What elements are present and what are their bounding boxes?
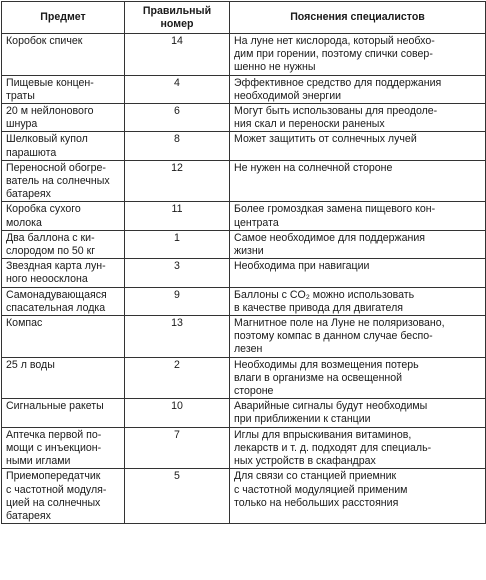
note-line: шенно не нужны (234, 61, 316, 74)
rank-cell (125, 132, 230, 160)
table-row (2, 202, 486, 230)
item-name-line: Самонадувающаяся (6, 288, 107, 301)
item-name-line: слородом по 50 кг (6, 245, 96, 258)
item-name-line: спасательная лодка (6, 301, 106, 314)
table-row (2, 259, 486, 287)
rank-cell (125, 427, 230, 469)
rank-cell (125, 259, 230, 287)
note-cell (230, 230, 486, 258)
note-line: лекарств и т. д. подходят для специаль- (234, 441, 432, 454)
note-line: Необходимы для возмещения потерь (234, 358, 419, 371)
table-body (2, 34, 486, 524)
note-cell (230, 259, 486, 287)
note-line: влаги в организме на освещенной (234, 371, 403, 384)
rank-cell (125, 104, 230, 132)
item-cell (2, 230, 125, 258)
note-line: Не нужен на солнечной стороне (234, 161, 393, 174)
note-cell (230, 357, 486, 399)
note-line: поэтому компас в данном случае беспо- (234, 330, 433, 343)
rank-value: 1 (174, 231, 180, 244)
table-row (2, 75, 486, 103)
note-cell (230, 132, 486, 160)
note-line: ных устройств в скафандрах (234, 455, 376, 468)
rank-cell (125, 160, 230, 202)
item-name-line: батареях (6, 509, 51, 522)
note-line: Для связи со станцией приемник (234, 470, 397, 483)
rank-value: 9 (174, 288, 180, 301)
note-cell (230, 399, 486, 427)
note-line: лезен (234, 343, 263, 356)
header-note-text: Пояснения специалистов (290, 11, 425, 24)
note-cell (230, 104, 486, 132)
rank-value: 6 (174, 105, 180, 118)
rank-cell (125, 287, 230, 315)
header-rank-line: номер (160, 17, 194, 30)
item-name-line: Переносной обогре- (6, 161, 106, 174)
note-cell (230, 202, 486, 230)
note-line: Более громоздкая замена пищевого кон- (234, 203, 436, 216)
item-name-line: Пищевые концен- (6, 76, 94, 89)
header-rank-line: Правильный (142, 5, 212, 17)
rank-value: 11 (171, 203, 183, 216)
item-name-line: батареях (6, 188, 51, 201)
item-name-line: парашюта (6, 146, 57, 159)
note-line: центрата (234, 216, 279, 229)
note-line: Магнитное поле на Луне не поляризовано, (234, 317, 445, 330)
note-line: стороне (234, 385, 274, 398)
table-row (2, 230, 486, 258)
item-name-line: Приемопередатчик (6, 470, 101, 483)
rank-cell (125, 316, 230, 358)
note-cell (230, 160, 486, 202)
note-cell (230, 316, 486, 358)
note-cell (230, 75, 486, 103)
item-cell (2, 160, 125, 202)
table-row (2, 287, 486, 315)
rank-value: 5 (174, 470, 180, 483)
header-rank (125, 2, 230, 34)
item-name-line: Сигнальные ракеты (6, 400, 104, 413)
survival-items-table (1, 1, 486, 524)
item-cell (2, 469, 125, 524)
table-row (2, 34, 486, 76)
item-cell (2, 75, 125, 103)
note-line: Иглы для впрыскивания витаминов, (234, 428, 412, 441)
table-row (2, 469, 486, 524)
rank-value: 10 (171, 400, 183, 413)
rank-cell (125, 202, 230, 230)
item-cell (2, 399, 125, 427)
note-line: Эффективное средство для поддержания (234, 76, 442, 89)
table-row (2, 357, 486, 399)
note-cell (230, 469, 486, 524)
item-name-line: Звездная карта лун- (6, 260, 106, 273)
page (0, 1, 486, 580)
table-row (2, 427, 486, 469)
item-name-line: ватель на солнечных (6, 175, 110, 188)
item-cell (2, 259, 125, 287)
rank-value: 13 (171, 317, 183, 330)
table-row (2, 132, 486, 160)
note-line: Может защитить от солнечных лучей (234, 133, 417, 146)
item-name-line: с частотной модуля- (6, 483, 107, 496)
item-cell (2, 202, 125, 230)
header-note (230, 2, 486, 34)
note-line: необходимой энергии (234, 89, 342, 102)
rank-cell (125, 399, 230, 427)
item-name-line: молока (6, 216, 42, 229)
item-name-line: Коробок спичек (6, 35, 83, 47)
table-row (2, 316, 486, 358)
item-name-line: Компас (6, 317, 43, 330)
item-name-line: Шелковый купол (6, 133, 88, 146)
header-item (2, 2, 125, 34)
item-cell (2, 357, 125, 399)
item-cell (2, 287, 125, 315)
note-line: Могут быть использованы для преодоле- (234, 105, 438, 118)
rank-cell (125, 469, 230, 524)
note-line: На луне нет кислорода, который необхо- (234, 35, 435, 47)
item-cell (2, 34, 125, 76)
rank-value: 8 (174, 133, 180, 146)
rank-cell (125, 34, 230, 76)
note-cell (230, 427, 486, 469)
note-cell (230, 34, 486, 76)
item-name-line: траты (6, 89, 35, 102)
item-cell (2, 104, 125, 132)
rank-value: 4 (174, 76, 180, 89)
rank-value: 7 (174, 428, 180, 441)
item-name-line: Два баллона с ки- (6, 231, 95, 244)
note-cell (230, 287, 486, 315)
rank-cell (125, 230, 230, 258)
note-line: Самое необходимое для поддержания (234, 231, 426, 244)
rank-value: 14 (171, 35, 183, 47)
note-line: Необходима при навигации (234, 260, 370, 273)
table-row (2, 399, 486, 427)
rank-cell (125, 357, 230, 399)
item-name-line: цией на солнечных (6, 496, 101, 509)
item-name-line: 25 л воды (6, 358, 55, 371)
item-name-line: Аптечка первой по- (6, 428, 102, 441)
table-row (2, 104, 486, 132)
note-line: ния скал и переноски раненых (234, 118, 385, 131)
header-row (2, 2, 486, 34)
item-cell (2, 132, 125, 160)
item-name-line: ного неоосклона (6, 273, 88, 286)
note-line: только на небольших расстояния (234, 496, 399, 509)
rank-value: 3 (174, 260, 180, 273)
item-name-line: ными иглами (6, 455, 71, 468)
note-line: с частотной модуляцией применим (234, 483, 408, 496)
item-cell (2, 316, 125, 358)
note-line: при приближении к станции (234, 413, 371, 426)
rank-value: 12 (171, 161, 183, 174)
note-line: Баллоны с CO₂ можно использовать (234, 288, 415, 301)
note-line: Аварийные сигналы будут необходимы (234, 400, 428, 413)
item-cell (2, 427, 125, 469)
rank-cell (125, 75, 230, 103)
note-line: дим при горении, поэтому спички совер- (234, 48, 433, 61)
item-name-line: Коробка сухого (6, 203, 81, 216)
item-name-line: мощи с инъекцион- (6, 441, 102, 454)
item-name-line: шнура (6, 118, 38, 131)
note-line: в качестве привода для двигателя (234, 301, 403, 314)
item-name-line: 20 м нейлонового (6, 105, 94, 118)
note-line: жизни (234, 245, 264, 258)
header-item-text: Предмет (40, 11, 86, 24)
rank-value: 2 (174, 358, 180, 371)
table-row (2, 160, 486, 202)
